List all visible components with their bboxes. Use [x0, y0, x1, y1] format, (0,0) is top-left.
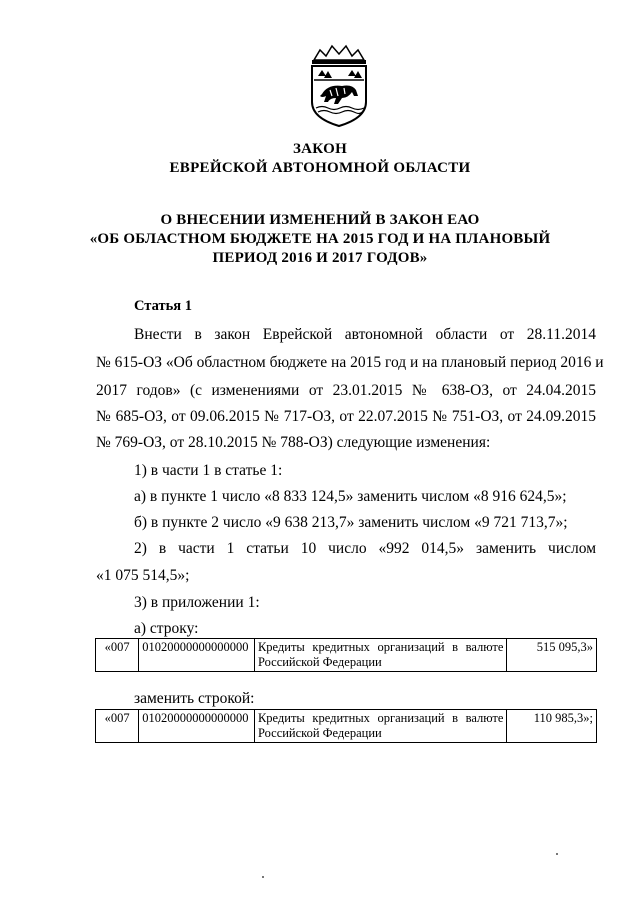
region-title: ЕВРЕЙСКОЙ АВТОНОМНОЙ ОБЛАСТИ — [169, 160, 471, 176]
item-2-line-1: 2) в части 1 статьи 10 число «992 014,5» заменить числом — [134, 540, 596, 557]
row-name: Кредиты кредитных организаций в валюте Российской Федерации — [254, 639, 507, 672]
table-row — [96, 710, 597, 743]
intro-line-5: № 769-ОЗ, от 28.10.2015 № 788-ОЗ) следующие изменения: — [96, 434, 491, 451]
item-3: 3) в приложении 1: — [134, 594, 260, 611]
intro-line-1: Внести в закон Еврейской автономной области от 28.11.2014 — [134, 326, 596, 343]
row-code: «007 — [96, 710, 139, 743]
subtitle-line-2: «ОБ ОБЛАСТНОМ БЮДЖЕТЕ НА 2015 ГОД И НА ПЛАНОВЫЙ — [89, 231, 551, 247]
law-title: ЗАКОН — [292, 141, 348, 157]
intro-line-3: 2017 годов» (с изменениями от 23.01.2015 № 638-ОЗ, от 24.04.2015 — [96, 382, 596, 399]
subtitle-line-3: ПЕРИОД 2016 И 2017 ГОДОВ» — [212, 250, 428, 266]
row-name: Кредиты кредитных организаций в валюте Российской Федерации — [254, 710, 507, 743]
row-amount: 515 095,3» — [507, 639, 597, 672]
budget-row-new — [95, 709, 597, 743]
item-2-line-2: «1 075 514,5»; — [96, 567, 190, 584]
row-kbk: 01020000000000000 — [139, 710, 255, 743]
scan-speck — [262, 876, 264, 878]
item-1: 1) в части 1 в статье 1: — [134, 462, 283, 479]
item-1b: б) в пункте 2 число «9 638 213,7» заменить числом «9 721 713,7»; — [134, 514, 568, 531]
table-row — [96, 639, 597, 672]
row-kbk: 01020000000000000 — [139, 639, 255, 672]
coat-of-arms-emblem — [298, 44, 380, 128]
budget-row-old — [95, 638, 597, 672]
row-amount: 110 985,3»; — [507, 710, 597, 743]
scan-speck — [556, 853, 558, 855]
subtitle-line-1: О ВНЕСЕНИИ ИЗМЕНЕНИЙ В ЗАКОН ЕАО — [160, 212, 480, 228]
replace-with-label: заменить строкой: — [134, 690, 255, 707]
row-code: «007 — [96, 639, 139, 672]
item-3a: а) строку: — [134, 620, 199, 637]
intro-line-4: № 685-ОЗ, от 09.06.2015 № 717-ОЗ, от 22.07.2015 № 751-ОЗ, от 24.09.2015 — [96, 408, 596, 425]
item-1a: а) в пункте 1 число «8 833 124,5» заменить числом «8 916 624,5»; — [134, 488, 567, 505]
intro-line-2: № 615-ОЗ «Об областном бюджете на 2015 год и на плановый период 2016 и — [96, 354, 604, 371]
article-heading: Статья 1 — [134, 298, 192, 314]
